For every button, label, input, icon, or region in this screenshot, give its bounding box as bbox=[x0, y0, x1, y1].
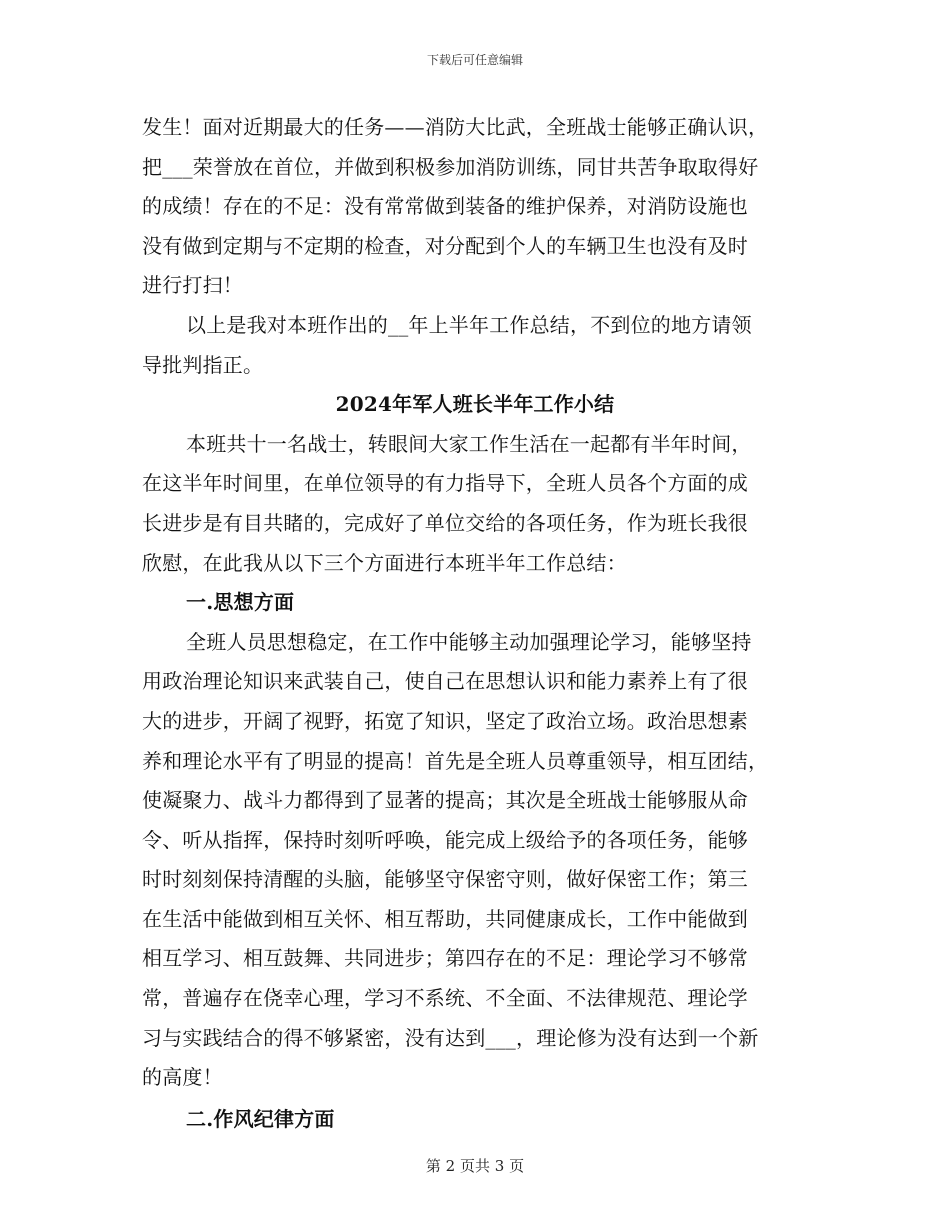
body-line: 在生活中能做到相互关怀、相互帮助，共同健康成长，工作中能做到 bbox=[142, 906, 748, 931]
body-line: 在这半年时间里，在单位领导的有力指导下，全班人员各个方面的成 bbox=[142, 471, 748, 496]
body-line: 把___荣誉放在首位，并做到积极参加消防训练，同甘共苦争取取得好 bbox=[142, 154, 759, 179]
body-line: 的高度！ bbox=[142, 1065, 223, 1090]
document-body bbox=[142, 108, 808, 1139]
section-title: 2024年军人班长半年工作小结 bbox=[335, 392, 615, 417]
body-line: 导批判指正。 bbox=[142, 352, 264, 377]
body-line: 长进步是有目共睹的，完成好了单位交给的各项任务，作为班长我很 bbox=[142, 510, 748, 535]
page-footer: 第 2 页共 3 页 bbox=[425, 1157, 525, 1175]
body-line: 大的进步，开阔了视野，拓宽了知识，坚定了政治立场。政治思想素 bbox=[142, 708, 748, 733]
body-line: 常，普遍存在侥幸心理，学习不系统、不全面、不法律规范、理论学 bbox=[142, 986, 748, 1011]
body-line: 发生！面对近期最大的任务——消防大比武，全班战士能够正确认识， bbox=[142, 115, 769, 139]
body-line: 相互学习、相互鼓舞、共同进步；第四存在的不足：理论学习不够常 bbox=[142, 946, 748, 971]
body-line: 令、听从指挥，保持时刻听呼唤，能完成上级给予的各项任务，能够 bbox=[142, 827, 748, 852]
body-line: 欣慰，在此我从以下三个方面进行本班半年工作总结： bbox=[142, 550, 627, 575]
body-line: 用政治理论知识来武装自己，使自己在思想认识和能力素养上有了很 bbox=[142, 669, 748, 694]
subheading-thought: 一.思想方面 bbox=[186, 590, 295, 615]
page-header: 下载后可任意编辑 bbox=[426, 53, 523, 67]
body-line: 时时刻刻保持清醒的头脑，能够坚守保密守则，做好保密工作；第三 bbox=[142, 867, 748, 892]
body-line: 养和理论水平有了明显的提高！首先是全班人员尊重领导，相互团结， bbox=[142, 748, 769, 773]
body-line: 的成绩！存在的不足：没有常常做到装备的维护保养，对消防设施也 bbox=[142, 194, 748, 219]
body-line: 使凝聚力、战斗力都得到了显著的提高；其次是全班战士能够服从命 bbox=[142, 788, 748, 813]
paragraph-first-line: 本班共十一名战士，转眼间大家工作生活在一起都有半年时间， bbox=[186, 431, 752, 456]
body-line: 进行打扫！ bbox=[142, 273, 243, 298]
subheading-discipline: 二.作风纪律方面 bbox=[186, 1106, 335, 1131]
body-line: 没有做到定期与不定期的检查，对分配到个人的车辆卫生也没有及时 bbox=[142, 233, 748, 258]
body-line: 习与实践结合的得不够紧密，没有达到___，理论修为没有达到一个新 bbox=[142, 1025, 759, 1050]
paragraph-first-line: 以上是我对本班作出的__年上半年工作总结，不到位的地方请领 bbox=[186, 312, 752, 337]
paragraph-first-line: 全班人员思想稳定，在工作中能够主动加强理论学习，能够坚持 bbox=[186, 629, 752, 654]
